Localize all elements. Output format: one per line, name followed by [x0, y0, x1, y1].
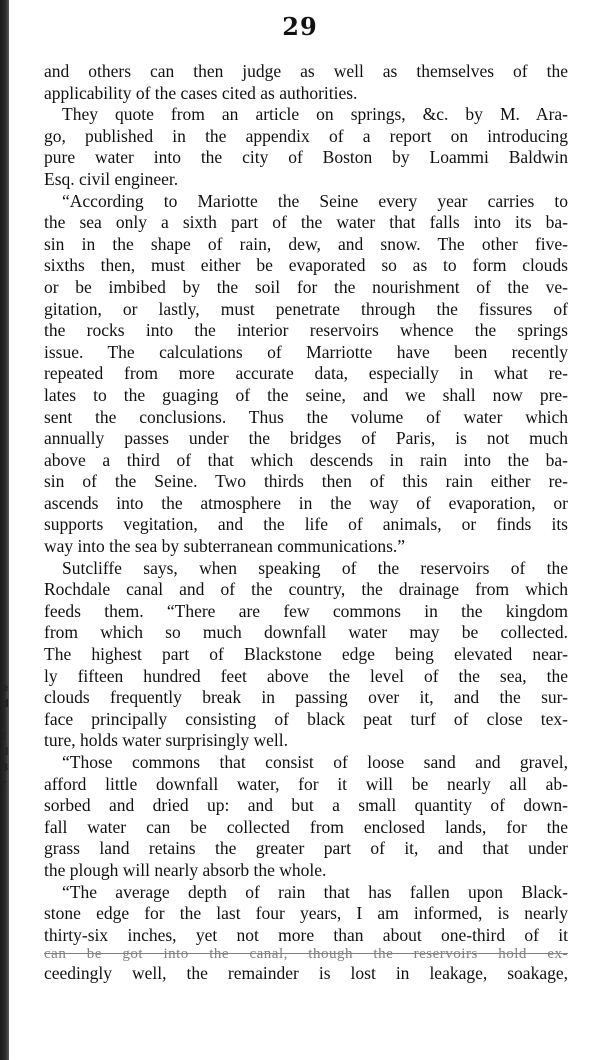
text-line: clouds frequently break in passing over it, and the sur- [44, 687, 568, 708]
margin-mark: e [1, 681, 9, 694]
text-line: They quote from an article on springs, &c. by M. Ara- [62, 104, 568, 125]
text-line: face principally consisting of black peat turf of close tex- [44, 708, 568, 729]
text-line: sin in the shape of rain, dew, and snow. The other five- [44, 233, 568, 254]
text-line: ture, holds water surprisingly well. [44, 730, 288, 751]
text-line: ceedingly well, the remainder is lost in leakage, soakage, [44, 963, 568, 984]
text-line: go, published in the appendix of a report on introducing [44, 125, 568, 146]
body-text [44, 61, 568, 985]
text-line: applicability of the cases cited as authorities. [44, 82, 358, 103]
text-line: sent the conclusions. Thus the volume of water which [44, 406, 568, 427]
text-line: “According to Mariotte the Seine every year carries to [62, 190, 568, 211]
text-line: sorbed and dried up: and but a small quantity of down- [44, 795, 568, 816]
text-line: above a third of that which descends in rain into the ba- [44, 449, 568, 470]
text-line: sin of the Seine. Two thirds then of this rain either re- [44, 471, 568, 492]
text-line: can be got into the canal, though the reservoirs hold ex- [44, 946, 568, 963]
text-line: issue. The calculations of Marriotte have been recently [44, 341, 568, 362]
margin-mark: d [1, 697, 9, 710]
text-line: The highest part of Blackstone edge being elevated near- [44, 644, 568, 665]
text-line: or be imbibed by the soil for the nourishment of the ve- [44, 276, 568, 297]
text-line: way into the sea by subterranean communications.” [44, 536, 406, 557]
text-line: “Those commons that consist of loose sand and gravel, [62, 752, 568, 772]
text-line: pure water into the city of Boston by Loammi Baldwin [44, 147, 568, 168]
text-line: the plough will nearly absorb the whole. [44, 859, 327, 880]
text-line: stone edge for the last four years, I am informed, is nearly [44, 903, 568, 924]
text-line: and others can then judge as well as themselves of the [44, 61, 568, 81]
text-line: from which so much downfall water may be collected. [44, 622, 568, 643]
margin-mark: 3 [1, 761, 9, 774]
text-line: afford little downfall water, for it will be nearly all ab- [44, 773, 568, 794]
text-line: feeds them. “There are few commons in the kingdom [44, 600, 568, 621]
margin-mark: ll [1, 745, 9, 758]
text-line: ly fifteen hundred feet above the level of the sea, the [44, 665, 568, 686]
text-line: Sutcliffe says, when speaking of the reservoirs of the [62, 557, 568, 578]
margin-mark: t [1, 729, 7, 742]
text-line: sixths then, must either be evaporated so as to form clouds [44, 255, 568, 276]
text-line: repeated from more accurate data, especially in what re- [44, 363, 568, 384]
margin-mark: l [1, 713, 5, 726]
text-line: “The average depth of rain that has fallen upon Black- [62, 881, 568, 902]
page-number: 29 [282, 12, 318, 41]
text-line: fall water can be collected from enclosed lands, for the [44, 816, 568, 837]
margin-mark: r [1, 777, 7, 790]
text-line: lates to the guaging of the seine, and we shall now pre- [44, 384, 568, 405]
text-line: grass land retains the greater part of it, and that under [44, 838, 568, 859]
text-line: the sea only a sixth part of the water that falls into its ba- [44, 212, 568, 233]
text-line: Rochdale canal and of the country, the drainage from which [44, 579, 568, 600]
text-line: gitation, or lastly, must penetrate through the fissures of [44, 298, 568, 319]
book-binding-edge [0, 0, 9, 1060]
text-line: thirty-six inches, yet not more than about one-third of it [44, 924, 568, 945]
text-line: supports vegitation, and the life of animals, or finds its [44, 514, 568, 535]
margin-marks [1, 680, 13, 792]
text-line: ascends into the atmosphere in the way of evaporation, or [44, 492, 568, 513]
text-line: the rocks into the interior reservoirs whence the springs [44, 320, 568, 341]
text-line: Esq. civil engineer. [44, 168, 179, 189]
text-line: annually passes under the bridges of Paris, is not much [44, 428, 568, 449]
binding-margin [10, 0, 24, 1060]
